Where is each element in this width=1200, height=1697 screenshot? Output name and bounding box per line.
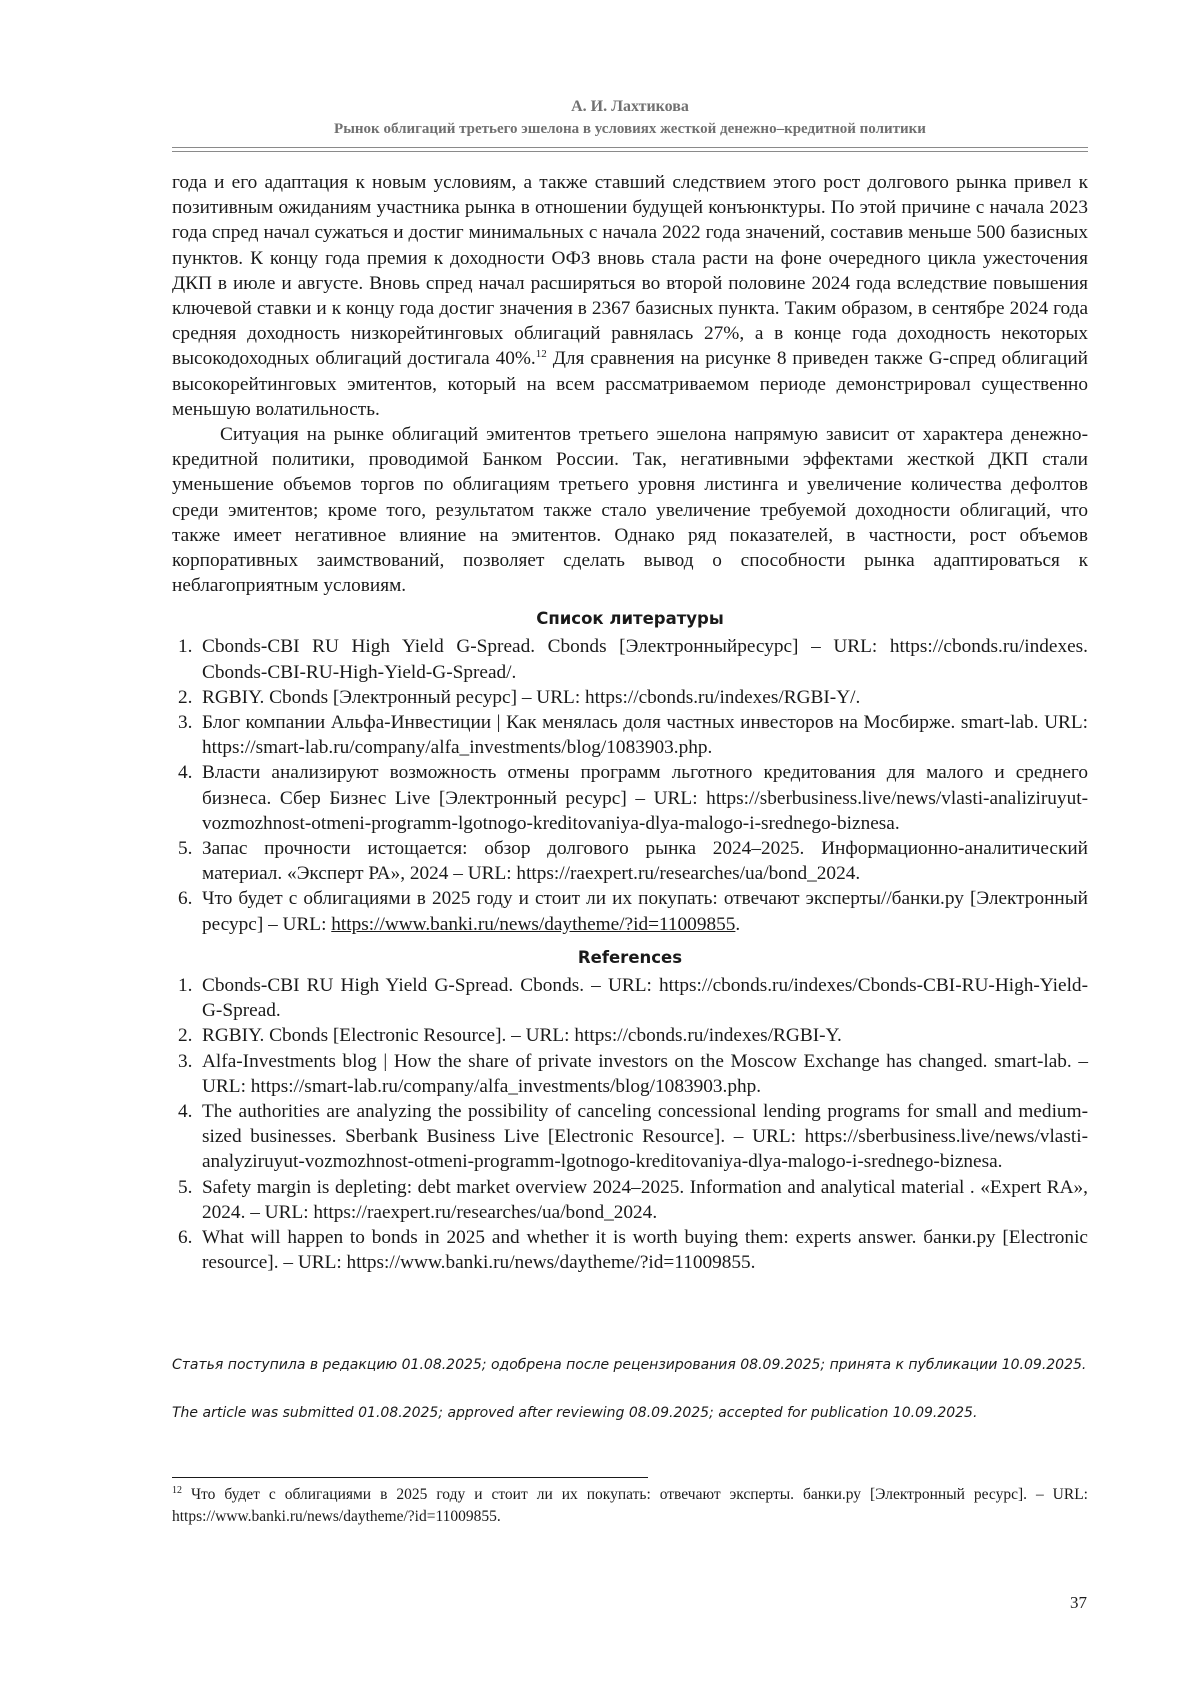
article-dates-ru: Статья поступила в редакцию 01.08.2025; одобрена после рецензирования 08.09.2025; принята к публикации 10.09.2025. [172,1357,1087,1373]
article-dates-en: The article was submitted 01.08.2025; approved after reviewing 08.09.2025; accepted for publication 10.09.2025. [172,1405,978,1421]
paragraph-text: года и его адаптация к новым условиям, а также ставший следствием этого рост долгового рынка привел к позитивным ожиданиям участника рынка в отношении будущей конъюнктуры. По этой причине с начала 2023 года спред начал сужаться и достиг минимальных с начала 2022 года значений, составив меньше 500 базисных пунктов. К концу года премия к доходности ОФЗ вновь стала расти на фоне очередного цикла ужесточения ДКП в июле и августе. Вновь спред начал расширяться во второй половине 2024 года вследствие повышения ключевой ставки и к концу года достиг значения в 2367 базисных пункта. Таким образом, в сентябре 2024 года средняя доходность низкорейтинговых облигаций равнялась 27%, а в конце года доходность некоторых высокодоходных облигаций достигала 40%. [172,172,1088,370]
footnote-text: Что будет с облигациями в 2025 году и стоит ли их покупать: отвечают эксперты. банки.ру [Электронный ресурс]. – URL: https://www.banki.ru/news/daytheme/?id=11009855. [172,1486,1088,1525]
header-rule-bottom [172,151,1088,152]
reference-text: Alfa-Investments blog | How the share of private investors on the Moscow Exchange has changed. smart-lab. – URL: https://smart-lab.ru/company/alfa_investments/blog/1083903.php. [202,1050,1088,1097]
reference-text: The authorities are analyzing the possibility of canceling concessional lending programs for small and medium-sized businesses. Sberbank Business Live [Electronic Resource]. – URL: https://sberbusiness.live/news/vlasti-analyziruyut-vozmozhnost-otmeni-programm-lgotnogo-kreditovaniya-dlya-malogo-i-srednego-biznesa. [202,1100,1088,1173]
ru-reference-item [172,710,1088,760]
reference-text: Cbonds-CBI RU High Yield G-Spread. Cbonds [Электронныйресурс] – URL: https://cbonds.ru/indexes. Cbonds-CBI-RU-High-Yield-G-Spread/. [202,636,1088,683]
paragraph-text-continued: Для сравнения на рисунке 8 приведен также G-спред облигаций высокорейтинговых эмитентов, который на всем рассматриваемом периоде демонстрировал существенно меньшую волатильность. [172,348,1089,420]
reference-text: Запас прочности истощается: обзор долгового рынка 2024–2025. Информационно-аналитический материал. «Эксперт РА», 2024 – URL: https://raexpert.ru/researches/ua/bond_2024. [202,838,1088,885]
ru-references-title: Список литературы [536,609,724,629]
en-reference-item [172,973,1088,1023]
en-reference-item [172,1099,1088,1175]
ru-reference-item [172,886,1088,936]
ru-reference-item [172,760,1088,836]
en-reference-item [172,1175,1088,1225]
ru-reference-item [172,634,1088,684]
reference-number: 4. [178,1100,193,1122]
reference-text-end: . [735,913,741,935]
reference-link[interactable]: https://www.banki.ru/news/daytheme/?id=11009855 [331,913,736,935]
reference-number: 4. [178,762,193,784]
reference-text: Safety margin is depleting: debt market overview 2024–2025. Information and analytical material . «Expert RA», 2024. – URL: https://raexpert.ru/researches/ua/bond_2024. [202,1176,1088,1223]
reference-number: 5. [178,1176,193,1198]
reference-number: 5. [178,838,193,860]
body-paragraph-1 [172,170,1088,422]
en-reference-item [172,1049,1088,1099]
footnote-number: 12 [172,1485,182,1496]
reference-number: 1. [178,974,193,996]
reference-number: 6. [178,1226,193,1248]
ru-reference-item [172,836,1088,886]
reference-number: 2. [178,686,193,708]
reference-number: 6. [178,888,193,910]
main-text [172,170,1088,1275]
reference-number: 1. [178,636,193,658]
footnote-12 [172,1484,1088,1528]
ru-references-list [172,634,1088,936]
header-rule-top [172,147,1088,148]
footnote-ref-12[interactable]: 12 [535,348,547,361]
reference-number: 3. [178,1050,193,1072]
footnote-separator [172,1477,648,1478]
en-reference-item [172,1225,1088,1275]
en-reference-item [172,1023,1088,1048]
en-references-list [172,973,1088,1275]
running-header [172,96,1088,140]
reference-text: Что будет с облигациями в 2025 году и стоит ли их покупать: отвечают эксперты//банки.ру [Электронный ресурс] – URL: [202,888,1088,935]
en-references-title: References [577,947,683,967]
reference-text: RGBIY. Cbonds [Electronic Resource]. – URL: https://cbonds.ru/indexes/RGBI-Y. [202,1025,842,1047]
body-paragraph-2: Ситуация на рынке облигаций эмитентов третьего эшелона напрямую зависит от характера денежно-кредитной политики, проводимой Банком России. Так, негативными эффектами жесткой ДКП стали уменьшение объемов торгов по облигациям третьего уровня листинга и увеличение количества дефолтов среди эмитентов; кроме того, результатом также стало увеличение требуемой доходности облигаций, что также имеет негативное влияние на эмитентов. Однако ряд показателей, в частности, рост объемов корпоративных заимствований, позволяет сделать вывод о способности рынка адаптироваться к неблагоприятным условиям. [172,424,1088,597]
reference-number: 2. [178,1025,193,1047]
header-article-title: Рынок облигаций третьего эшелона в условиях жесткой денежно–кредитной политики [334,121,926,137]
reference-text: Блог компании Альфа-Инвестиции | Как менялась доля частных инвесторов на Мосбирже. smart-lab. URL: https://smart-lab.ru/company/alfa_investments/blog/1083903.php. [202,712,1088,759]
reference-text: Власти анализируют возможность отмены программ льготного кредитования для малого и среднего бизнеса. Сбер Бизнес Live [Электронный ресурс] – URL: https://sberbusiness.live/news/vlasti-analiziruyut-vozmozhnost-otmeni-programm-lgotnogo-kreditovaniya-dlya-malogo-i-srednego-biznesa. [202,762,1088,834]
ru-reference-item [172,685,1088,710]
reference-text: RGBIY. Cbonds [Электронный ресурс] – URL: https://cbonds.ru/indexes/RGBI-Y/. [202,686,861,708]
page-number: 37 [1070,1593,1087,1612]
reference-text: Cbonds-CBI RU High Yield G-Spread. Cbonds. – URL: https://cbonds.ru/indexes/Cbonds-CBI-RU-High-Yield-G-Spread. [202,974,1088,1022]
reference-text: What will happen to bonds in 2025 and whether it is worth buying them: experts answer. банки.ру [Electronic resource]. – URL: https://www.banki.ru/news/daytheme/?id=11009855. [202,1226,1088,1274]
reference-number: 3. [178,712,193,734]
header-author: А. И. Лахтикова [571,98,689,115]
